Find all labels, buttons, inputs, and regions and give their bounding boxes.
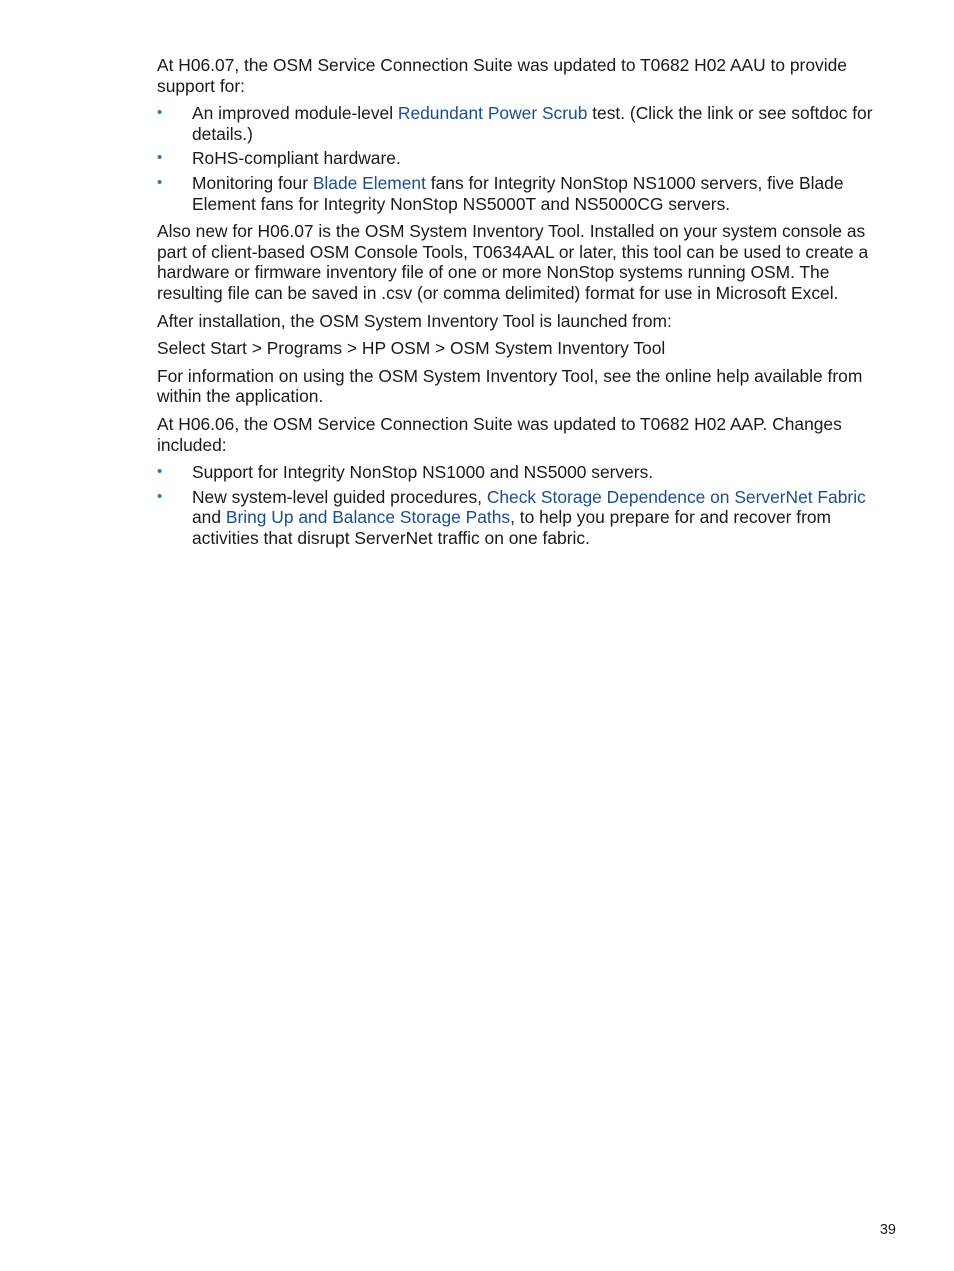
list-item-text: Support for Integrity NonStop NS1000 and NS5000 servers. — [192, 462, 654, 483]
list-item-text: New system-level guided procedures, — [192, 486, 487, 507]
bullet-icon: • — [157, 173, 163, 191]
list-item-text: and — [192, 507, 226, 528]
list-item-text: An improved module-level — [192, 103, 398, 124]
list-item — [157, 487, 899, 549]
aap-changes-list — [157, 462, 899, 548]
bullet-icon: • — [157, 463, 163, 481]
list-item-text: test. (Click the link or see softdoc for details.) — [192, 103, 873, 144]
list-item — [157, 173, 899, 214]
bullet-icon: • — [157, 104, 163, 122]
paragraph-aau-intro: At H06.07, the OSM Service Connection Suite was updated to T0682 H02 AAU to provide support for: — [157, 55, 847, 96]
paragraph-launch-intro: After installation, the OSM System Inventory Tool is launched from: — [157, 310, 672, 331]
list-item-text: , to help you prepare for and recover from activities that disrupt ServerNet traffic on one fabric. — [192, 507, 832, 548]
blade-element-link[interactable]: Blade Element — [312, 172, 426, 193]
paragraph-aap-intro: At H06.06, the OSM Service Connection Suite was updated to T0682 H02 AAP. Changes included: — [157, 413, 842, 455]
list-item-text: RoHS-compliant hardware. — [192, 148, 401, 169]
bullet-icon: • — [157, 487, 163, 505]
page-number: 39 — [879, 1222, 896, 1238]
list-item-text: Monitoring four — [192, 172, 313, 193]
paragraph-launch-path: Select Start > Programs > HP OSM > OSM System Inventory Tool — [157, 338, 666, 359]
list-item-text: fans for Integrity NonStop NS1000 servers, five Blade Element fans for Integrity NonStop NS5000T and NS5000CG servers. — [192, 172, 844, 214]
page-content — [157, 55, 899, 555]
bring-up-balance-storage-paths-link[interactable]: Bring Up and Balance Storage Paths — [225, 507, 511, 528]
check-storage-dependence-link[interactable]: Check Storage Dependence on ServerNet Fabric — [486, 486, 866, 507]
list-item — [157, 462, 899, 483]
redundant-power-scrub-link[interactable]: Redundant Power Scrub — [397, 103, 588, 124]
paragraph-online-help: For information on using the OSM System Inventory Tool, see the online help available from within the application. — [157, 365, 863, 407]
paragraph-inventory-tool: Also new for H06.07 is the OSM System Inventory Tool. Installed on your system console as part of client-based OSM Console Tools, T0634AAL or later, this tool can be used to create a hardware or firmware inventory file of one or more NonStop systems running OSM. The resulting file can be saved in .csv (or comma delimited) format for use in Microsoft Excel. — [157, 221, 869, 303]
aau-feature-list — [157, 103, 899, 214]
list-item — [157, 103, 899, 144]
list-item — [157, 148, 899, 169]
bullet-icon: • — [157, 149, 163, 167]
